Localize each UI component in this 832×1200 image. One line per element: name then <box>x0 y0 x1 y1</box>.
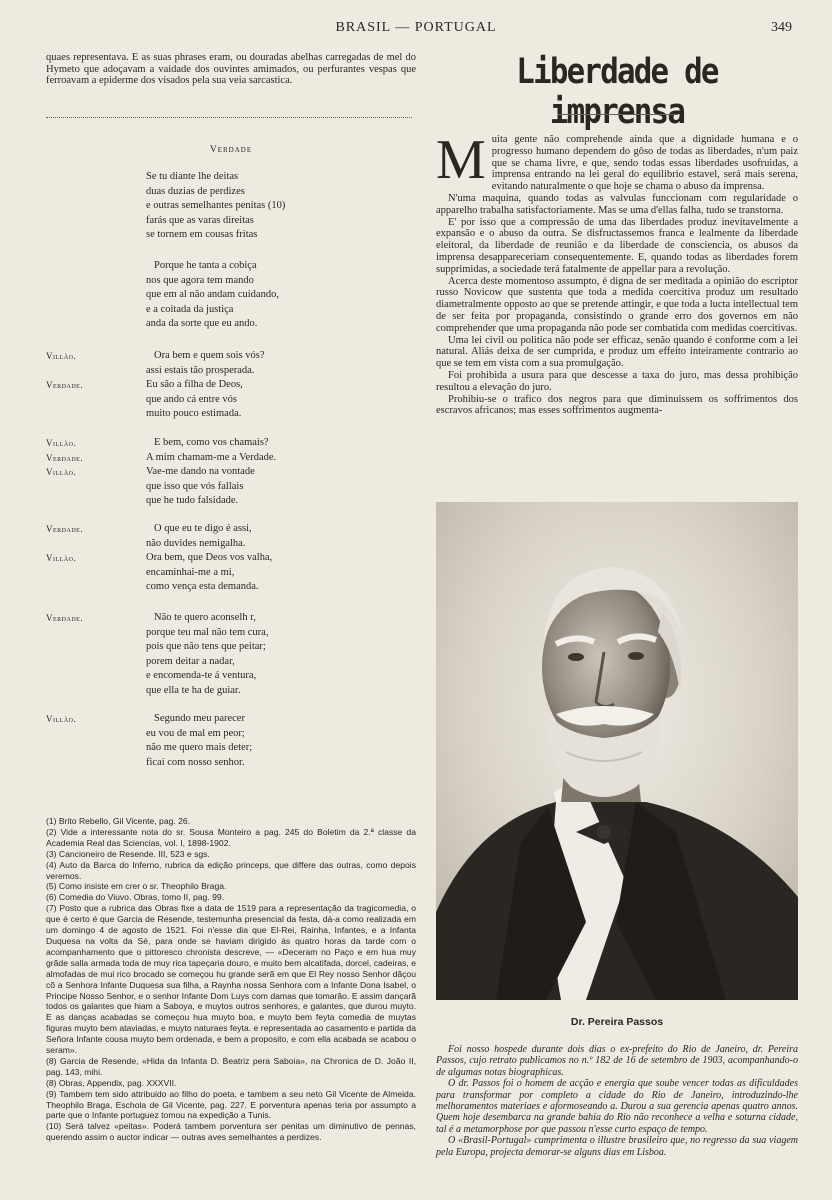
speaker-label: Villão. <box>46 438 77 448</box>
portrait-photo <box>436 502 798 1000</box>
verse-line: duas duzias de perdizes <box>146 185 245 197</box>
running-title: BRASIL — PORTUGAL <box>335 20 497 35</box>
verse-line: porem deitar a nadar, <box>146 655 235 667</box>
verse-line: que ando cá entre vós <box>146 393 237 405</box>
footnote: (8) Garcia de Resende, «Hida da Infanta D. Beatriz pera Saboia», na Chronica de D. João II, pag. 143, mihi. <box>46 1055 416 1077</box>
verse-line: não duvides nemigalha. <box>146 537 246 549</box>
verse-line: Eu são a filha de Deos, <box>146 379 243 390</box>
verse-line: Ora bem, que Deos vos valha, <box>146 552 273 563</box>
article-title: Liberdade de imprensa <box>516 52 718 132</box>
verse-line: que he tudo falsidade. <box>146 495 239 506</box>
verse-line: assi estais tão prosperada. <box>146 364 255 376</box>
footnote: (2) Vide a interessante nota do sr. Sousa Monteiro a pag. 245 do Boletim da 2.ª classe da Academia Real das Sciencias, vol. I, 1898-1902. <box>46 826 416 848</box>
article-paragraph: E' por isso que a compressão de uma das liberdades produz inevitavelmente a expansão e o abuso da outra. Se disfructassemos franca e lealmente da liberdade eleitoral, da liberdade de reunião e da liberdade de consciencia, os abusos da imprensa desappareceriam consequentemente. E, quando todas as liberdades forem supprimidas, a sociedade terá fatalmente de appellar para a revolução. <box>436 216 798 275</box>
article-paragraph: N'uma maquina, quando todas as valvulas funccionam com regularidade o apparelho trabalha satisfactoriamente. Mas se uma d'ellas falha, tudo se transtorna. <box>436 192 798 216</box>
article-paragraph: Prohibiu-se o trafico dos negros para que diminuissem os soffrimentos dos escravos africanos; mas esses soffrimentos augmenta- <box>436 393 798 417</box>
poem-dialogue-1 <box>46 349 416 422</box>
verse-line: e a coitada da justiça <box>146 303 234 315</box>
verse-line: pois que não tens que peitar; <box>146 641 266 652</box>
verse-line: que isso que vós fallais <box>146 480 244 492</box>
poem-dialogue-4 <box>46 611 416 698</box>
verse-line: Segundo meu parecer <box>154 713 245 724</box>
verse-line: muito pouco estimada. <box>146 408 242 419</box>
poem-dialogue-3 <box>46 522 416 595</box>
poem-heading: Verdade <box>209 145 253 155</box>
article-paragraph <box>436 129 798 193</box>
verse-line: se tornem em cousas fritas <box>146 229 258 240</box>
verse-line: E bem, como vos chamais? <box>154 437 269 448</box>
footnote: (9) Tambem tem sido attribuido ao filho do poeta, e tambem a seu neto Gil Vicente de Almeida. Theophilo Braga, Eschola de Gil Vicente, pag. 227. E porventura apenas teria por assumpto a parte que o Infante portuguez tomou na expedição a Tunis. <box>46 1088 416 1121</box>
speaker-label: Verdade. <box>46 613 84 623</box>
intro-paragraph-block <box>46 52 416 87</box>
speaker-label: Villão. <box>46 714 77 724</box>
verse-line: anda da sorte que eu ando. <box>146 318 258 329</box>
page-number: 349 <box>771 20 792 35</box>
verse-line: encaminhai-me a mi, <box>146 566 235 578</box>
footnote: (8) Obras, Appendix, pag. XXXVII. <box>46 1077 177 1088</box>
portrait-illustration <box>436 502 798 1000</box>
title-divider <box>558 114 678 115</box>
article-body <box>436 129 798 417</box>
verse-line: O que eu te digo é assi, <box>154 523 252 534</box>
speaker-label: Villão. <box>46 467 77 477</box>
caption-paragraph: Foi nosso hospede durante dois dias o ex-prefeito do Rio de Janeiro, dr. Pereira Passos, cujo retrato publicamos no n.º 182 de 16 de setembro de 1903, acompanhando-o de algumas notas biographicas. <box>436 1044 798 1078</box>
speaker-label: Verdade. <box>46 380 84 390</box>
poem-stanza-1 <box>46 170 416 243</box>
verse-line: eu vou de mal em peor; <box>146 727 245 739</box>
verse-line: farás que as varas direitas <box>146 214 254 226</box>
footnote: (5) Como insiste em crer o sr. Theophilo Braga. <box>46 881 227 892</box>
verse-line: porque teu mal não tem cura, <box>146 626 269 638</box>
verse-line: e outras semelhantes penitas (10) <box>146 200 286 211</box>
verse-line: Porque he tanta a cobiça <box>154 260 257 271</box>
caption-paragraph: O dr. Passos foi o homem de acção e energia que soube vencer todas as dificuldades para transformar por completo a cidade do Rio de Janeiro, introduzindo-lhe melhoramentos materiaes e aformoseando a. Durou a sua gerencia apenas quatro annos. Quem hoje desembarca na grande bahia do Rio não reconhece a velha e soturna cidade, tal é a metamorphose por que passou n'esse curto espaço de tempo. <box>436 1078 798 1135</box>
running-header <box>0 20 832 40</box>
verse-line: Não te quero aconselh r, <box>154 612 256 623</box>
drop-cap: M <box>436 129 486 191</box>
verse-line: Vae-me dando na vontade <box>146 466 255 477</box>
article-paragraph: Acerca deste momentoso assumpto, é digna de ser meditada a opinião do escriptor russo Novicow que sustenta que toda a medida coercitiva produz um resultado diametralmente opposto ao que se pretende attingir, e que toda a lucta intellectual tem de ser feita por propaganda, consistindo o grande erro dos governos em não comprehender que uma propaganda não pode ser combatida com medidas coercitivas. <box>436 275 798 334</box>
article-paragraph: Uma lei civil ou politica não pode ser efficaz, senão quando é conforme com a lei natural. Aliás deixa de ser cumprida, e produz um effeito inteiramente contrario ao que se tem em vista com a sua promulgação. <box>436 334 798 370</box>
verse-line: que ella te ha de guiar. <box>146 684 241 696</box>
speaker-label: Villão. <box>46 351 77 361</box>
article-paragraph: Foi prohibida a usura para que descesse a taxa do juro, mas dessa prohibição resultou a elevação do juro. <box>436 369 798 393</box>
footnote: (3) Cancioneiro de Resende. III, 523 e sgs. <box>46 848 210 859</box>
footnote: (6) Comedia do Viuvo. Obras, tomo II, pag. 99. <box>46 892 225 903</box>
verse-line: A mim chamam-me a Verdade. <box>146 451 277 463</box>
speaker-label: Verdade. <box>46 524 84 534</box>
verse-line: não me quero mais deter; <box>146 742 253 753</box>
verse-line: como vença esta demanda. <box>146 581 259 592</box>
caption-paragraph: O «Brasil-Portugal» cumprimenta o illustre brasileiro que, no regresso da sua viagem pela Europa, projecta demorar-se alguns dias em Lisboa. <box>436 1135 798 1158</box>
first-paragraph-text: uita gente não comprehende ainda que a dignidade humana e o progresso humano dependem do gôso de todas as liberdades, n'um paiz que se chama livre, e que, sendo todas essas liberdades usofruidas, a imprensa entrando na lei geral do equilibrio estavel, será mais serena, evitando naturalmente o que hoje se chama o abuso da imprensa. <box>491 134 798 193</box>
portrait-caption <box>436 1044 798 1158</box>
footnote: (7) Posto que a rubrica das Obras fixe a data de 1519 para a representação da tragicomedia, o que é certo é que Garcia de Resende, testemunha presencial da festa, dá-a como realizada em um domingo 4 de agosto de 1521. Foi n'esse dia que El-Rei, Rainha, Infantes, e a Infanta Duquesa na volta da Sé, para onde se haviam dirigido ás quatro horas da tarde com o acompanhamento que o pittoresco chronista descreve, — «Deceram no Paço e em hua muy grãde salla armada toda de muy rica tapeçaria douro, e muito bem alcatifada, dorcel, cadeiras, e almofadas de mui rico brocado se começou hu grande serã em que El Rey nosso Senhor dãçou cõ a Senhora Infante Duquesa sua filha, a Raynha nossa Senhora com a Infante Dona Isabel, o Principe Nosso Senhor, e o senhor Infante Dom Luys com damas que tomarão. E assim dançarã todos os galantes que hiam a Saboya, e muytos outros senhores, e galantes, que durou muyto. E as danças acabadas se começou hua muyto boa, e muyto bem feyta comedia de muytas figuras muyto bem ataviadas, e muyto naturaes feyta. e representada ao casamento e partida da Señora Infante cousa muyto bem ordenada, e bem a proposito, e com ella acabada se acabou o seram». <box>46 903 416 1056</box>
section-divider <box>46 117 412 118</box>
verse-line: Ora bem e quem sois vós? <box>154 350 265 361</box>
footnote: (4) Auto da Barca do Inferno, rubrica da edição princeps, que differe das outras, como depois veremos. <box>46 859 416 881</box>
poem-stanza-2 <box>46 259 416 332</box>
poem-dialogue-5 <box>46 712 416 770</box>
footnote: (1) Brito Rebello, Gil Vicente, pag. 26. <box>46 816 191 826</box>
verse-line: que em al não andam cuidando, <box>146 289 279 300</box>
footnotes <box>46 816 416 1143</box>
verse-line: ficai com nosso senhor. <box>146 756 245 768</box>
verse-line: Se tu diante lhe deitas <box>146 171 239 182</box>
speaker-label: Verdade. <box>46 452 84 463</box>
speaker-label: Villão. <box>46 553 77 563</box>
intro-paragraph: quaes representava. E as suas phrases eram, ou douradas abelhas carregadas de mel do Hymeto que adoçavam a vaidade dos ouvintes amimados, ou perfurantes vespas que ferroavam a epiderme dos visados pela sua veia sarcastica. <box>46 52 416 86</box>
verse-line: e encomenda-te á ventura, <box>146 670 257 681</box>
footnote: (10) Será talvez «peitas». Poderá tambem porventura ser penitas um diminutivo de pennas, querendo assim o auctor indicar — outras aves semelhantes a perdizes. <box>46 1121 416 1143</box>
verse-line: nos que agora tem mando <box>146 274 254 286</box>
portrait-caption-title: Dr. Pereira Passos <box>570 1016 664 1028</box>
poem-dialogue-2 <box>46 436 416 509</box>
